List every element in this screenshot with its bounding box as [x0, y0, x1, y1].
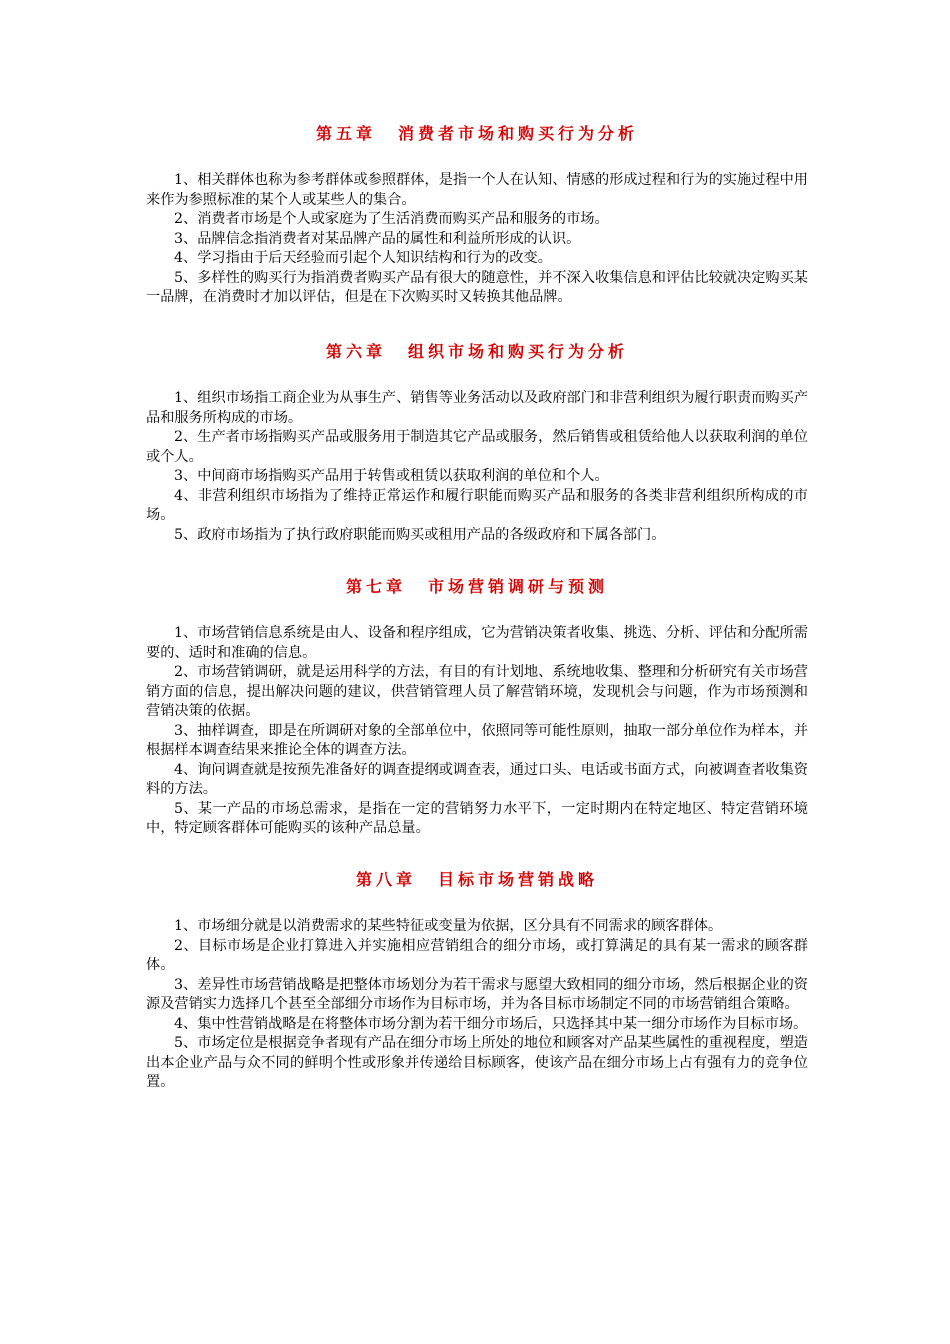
list-item: 4、询问调查就是按预先准备好的调查提纲或调查表，通过口头、电话或书面方式，向被调查者收集资料的方法。 — [146, 761, 808, 797]
chapter-name: 消费者市场和购买行为分析 — [398, 124, 639, 143]
chapter-items — [146, 624, 808, 839]
list-item: 2、生产者市场指购买产品或服务用于制造其它产品或服务，然后销售或租赁给他人以获取利润的单位或个人。 — [146, 429, 808, 465]
chapter-6 — [146, 342, 808, 545]
chapter-title — [146, 124, 808, 144]
chapter-7 — [146, 577, 808, 839]
list-item: 4、学习指由于后天经验而引起个人知识结构和行为的改变。 — [174, 250, 552, 266]
list-item: 1、相关群体也称为参考群体或参照群体，是指一个人在认知、情感的形成过程和行为的实施过程中用来作为参照标准的某个人或某些人的集合。 — [146, 172, 808, 208]
chapter-5 — [146, 124, 808, 308]
list-item: 1、市场细分就是以消费需求的某些特征或变量为依据，区分具有不同需求的顾客群体。 — [174, 918, 723, 934]
list-item: 4、非营利组织市场指为了维持正常运作和履行职能而购买产品和服务的各类非营利组织所构成的市场。 — [146, 487, 808, 523]
chapter-title — [146, 870, 808, 890]
list-item: 2、市场营销调研，就是运用科学的方法，有目的有计划地、系统地收集、整理和分析研究有关市场营销方面的信息，提出解决问题的建议，供营销管理人员了解营销环境，发现机会与问题，作为市场预测和营销决策的依据。 — [146, 664, 808, 719]
chapter-items — [146, 389, 808, 545]
list-item: 3、中间商市场指购买产品用于转售或租赁以获取利润的单位和个人。 — [174, 468, 609, 484]
chapter-8 — [146, 870, 808, 1093]
chapter-name: 市场营销调研与预测 — [428, 577, 609, 596]
list-item: 5、政府市场指为了执行政府职能而购买或租用产品的各级政府和下属各部门。 — [174, 526, 666, 543]
chapter-number: 第七章 — [345, 577, 406, 596]
chapter-number: 第八章 — [355, 870, 416, 889]
list-item: 4、集中性营销战略是在将整体市场分割为若干细分市场后，只选择其中某一细分市场作为目标市场。 — [174, 1015, 808, 1032]
list-item: 3、品牌信念指消费者对某品牌产品的属性和利益所形成的认识。 — [174, 230, 581, 247]
chapter-items — [146, 171, 808, 308]
list-item: 3、抽样调查，即是在所调研对象的全部单位中，依照同等可能性原则，抽取一部分单位作为样本，并根据样本调查结果来推论全体的调查方法。 — [146, 722, 808, 758]
chapter-title — [146, 577, 808, 597]
chapter-name: 目标市场营销战略 — [438, 870, 599, 889]
chapter-name: 组织市场和购买行为分析 — [408, 342, 629, 361]
chapter-number: 第六章 — [325, 342, 386, 361]
list-item: 2、消费者市场是个人或家庭为了生活消费而购买产品和服务的市场。 — [174, 211, 609, 227]
chapter-title — [146, 342, 808, 362]
list-item: 5、某一产品的市场总需求，是指在一定的营销努力水平下，一定时期内在特定地区、特定营销环境中，特定顾客群体可能购买的该种产品总量。 — [146, 800, 808, 836]
chapter-items — [146, 917, 808, 1093]
list-item: 3、差异性市场营销战略是把整体市场划分为若干需求与愿望大致相同的细分市场，然后根据企业的资源及营销实力选择几个甚至全部细分市场作为目标市场，并为各目标市场制定不同的市场营销组合策略。 — [146, 976, 808, 1012]
chapter-number: 第五章 — [315, 124, 376, 143]
list-item: 5、市场定位是根据竞争者现有产品在细分市场上所处的地位和顾客对产品某些属性的重视程度，塑造出本企业产品与众不同的鲜明个性或形象并传递给目标顾客，使该产品在细分市场上占有强有力的竞争位置。 — [146, 1035, 808, 1090]
list-item: 5、多样性的购买行为指消费者购买产品有很大的随意性，并不深入收集信息和评估比较就决定购买某一品牌，在消费时才加以评估，但是在下次购买时又转换其他品牌。 — [146, 269, 808, 305]
list-item: 1、组织市场指工商企业为从事生产、销售等业务活动以及政府部门和非营利组织为履行职责而购买产品和服务所构成的市场。 — [146, 390, 808, 426]
list-item: 2、目标市场是企业打算进入并实施相应营销组合的细分市场，或打算满足的具有某一需求的顾客群体。 — [146, 937, 808, 973]
list-item: 1、市场营销信息系统是由人、设备和程序组成，它为营销决策者收集、挑选、分析、评估和分配所需要的、适时和准确的信息。 — [146, 625, 808, 661]
